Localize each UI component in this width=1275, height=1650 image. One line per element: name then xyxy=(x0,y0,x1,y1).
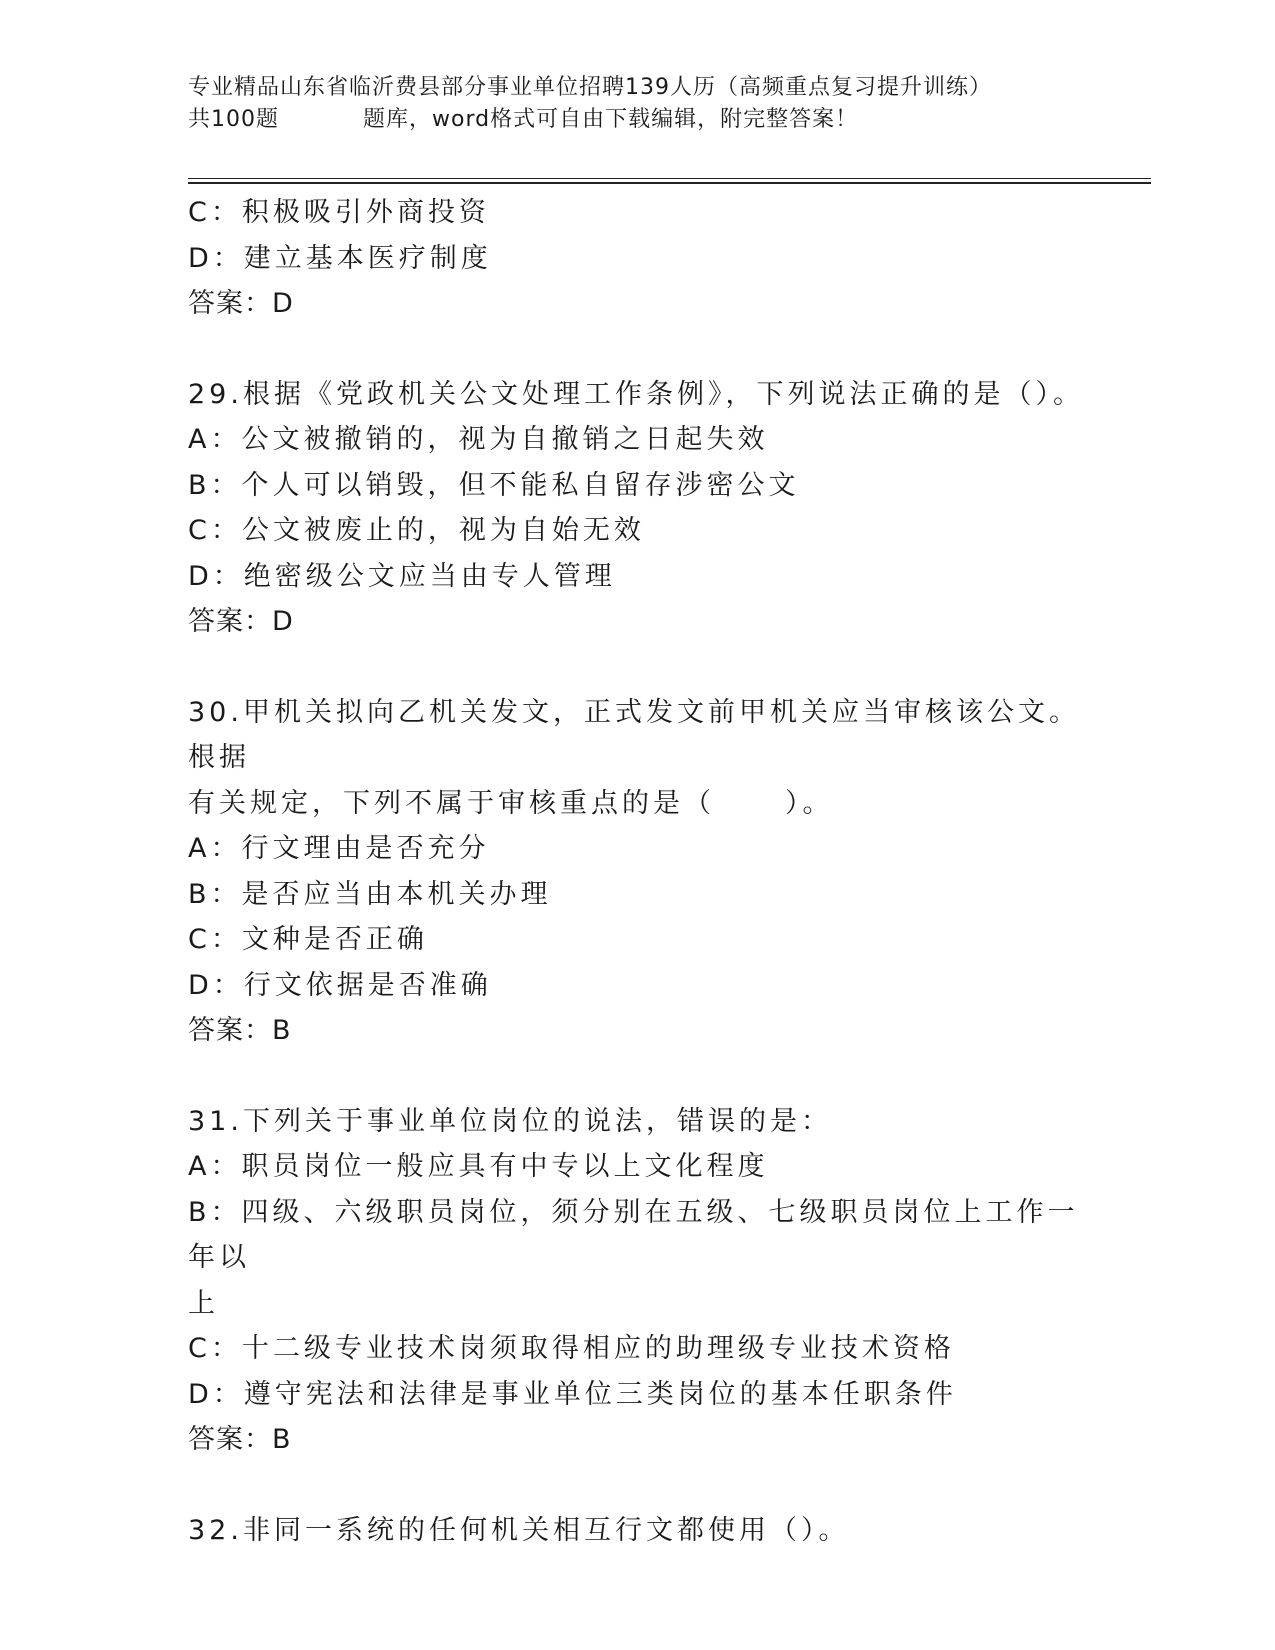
answer: 答案：D xyxy=(188,606,294,637)
option-a: A：职员岗位一般应具有中专以上文化程度 xyxy=(188,1151,769,1182)
option-c: C：十二级专业技术岗须取得相应的助理级专业技术资格 xyxy=(188,1333,955,1364)
question-stem-line1: 30.甲机关拟向乙机关发文，正式发文前甲机关应当审核该公文。根据 xyxy=(188,696,1080,773)
header-divider-thick xyxy=(188,182,1151,184)
answer: 答案：B xyxy=(188,1424,292,1455)
header-question-count: 共100题 xyxy=(188,107,279,132)
header-title-line2: 题库，word格式可自由下载编辑，附完整答案！ xyxy=(363,107,859,132)
option-c: C：积极吸引外商投资 xyxy=(188,197,490,228)
header-title-line1: 专业精品山东省临沂费县部分事业单位招聘139人历（高频重点复习提升训练） xyxy=(188,75,992,100)
header-title-line2-row xyxy=(188,104,1148,136)
option-a: A：公文被撤销的，视为自撤销之日起失效 xyxy=(188,424,769,455)
option-b-line2: 上 xyxy=(188,1287,219,1319)
header-divider-thin xyxy=(188,178,1151,179)
page-header xyxy=(188,72,1148,136)
question-32 xyxy=(188,1508,1088,1554)
answer: 答案：B xyxy=(188,1015,292,1046)
question-28 xyxy=(188,190,1088,327)
question-31 xyxy=(188,1099,1088,1463)
question-stem-line2 xyxy=(188,781,1088,827)
question-stem-line2-start: 有关规定，下列不属于审核重点的是（ xyxy=(188,787,715,819)
option-d: D：绝密级公文应当由专人管理 xyxy=(188,560,616,592)
spacer xyxy=(188,645,1088,690)
question-content xyxy=(188,190,1088,1553)
question-stem: 31.下列关于事业单位岗位的说法，错误的是： xyxy=(188,1105,832,1137)
option-b-line1: B：四级、六级职员岗位，须分别在五级、七级职员岗位上工作一年以 xyxy=(188,1196,1079,1273)
spacer xyxy=(188,1054,1088,1099)
question-stem: 29.根据《党政机关公文处理工作条例》，下列说法正确的是（）。 xyxy=(188,378,1084,410)
question-stem-line2-end: ）。 xyxy=(785,787,834,819)
option-c: C：文种是否正确 xyxy=(188,924,428,955)
option-d: D：遵守宪法和法律是事业单位三类岗位的基本任职条件 xyxy=(188,1378,957,1410)
question-stem: 32.非同一系统的任何机关相互行文都使用（）。 xyxy=(188,1514,850,1546)
option-d: D：建立基本医疗制度 xyxy=(188,242,492,274)
option-b: B：是否应当由本机关办理 xyxy=(188,878,552,910)
option-d: D：行文依据是否准确 xyxy=(188,969,492,1001)
spacer xyxy=(188,1463,1088,1508)
option-b: B：个人可以销毁，但不能私自留存涉密公文 xyxy=(188,469,800,501)
answer: 答案：D xyxy=(188,288,294,319)
spacer xyxy=(188,327,1088,372)
option-a: A：行文理由是否充分 xyxy=(188,833,490,864)
question-29 xyxy=(188,372,1088,645)
question-30 xyxy=(188,690,1088,1054)
option-c: C：公文被废止的，视为自始无效 xyxy=(188,515,645,546)
